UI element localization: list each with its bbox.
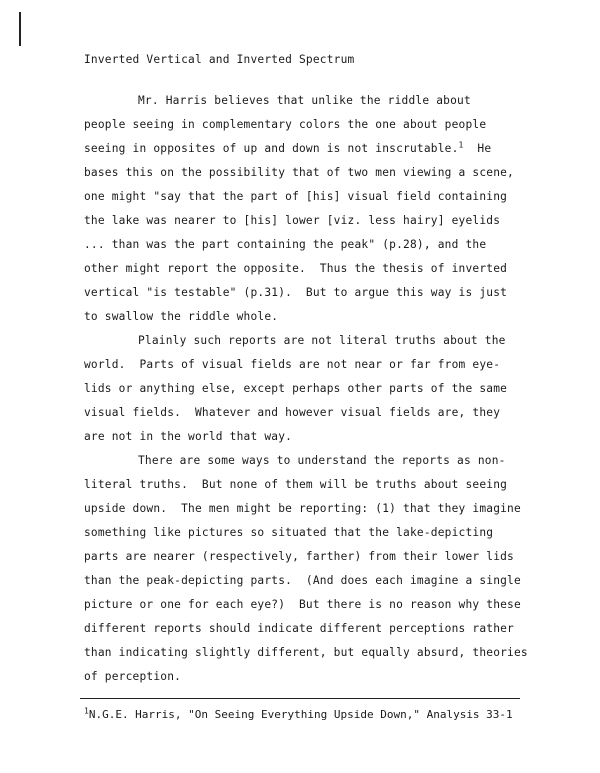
text-line: bases this on the possibility that of two men viewing a scene,: [84, 166, 514, 179]
text-line: seeing in opposites of up and down is not inscrutable.: [84, 142, 459, 155]
text-line: There are some ways to understand the reports as non-: [138, 454, 506, 467]
text-line: one might "say that the part of [his] visual field containing: [84, 190, 508, 203]
text-line: vertical "is testable" (p.31). But to argue this way is just: [84, 286, 508, 299]
text-line: the lake was nearer to [his] lower [viz. less hairy] eyelids: [84, 214, 501, 227]
text-line: to swallow the riddle whole.: [84, 310, 279, 323]
text-line: upside down. The men might be reporting: (1) that they imagine: [84, 502, 521, 515]
text-line: ... than was the part containing the peak" (p.28), and the: [84, 238, 487, 251]
text-line-tail: He: [477, 142, 492, 155]
text-line: parts are nearer (respectively, farther) from their lower lids: [84, 550, 514, 563]
text-line: people seeing in complementary colors the one about people: [84, 118, 487, 131]
text-line-with-footnote: [84, 142, 491, 155]
document-title: Inverted Vertical and Inverted Spectrum: [84, 53, 355, 66]
text-line: literal truths. But none of them will be truths about seeing: [84, 478, 508, 491]
text-line: other might report the opposite. Thus the thesis of inverted: [84, 262, 508, 275]
text-line: world. Parts of visual fields are not near or far from eye-: [84, 358, 501, 371]
footnote-reference: 1: [458, 140, 464, 150]
text-line: than indicating slightly different, but equally absurd, theories: [84, 646, 528, 659]
text-line: visual fields. Whatever and however visual fields are, they: [84, 406, 501, 419]
text-line: Mr. Harris believes that unlike the riddle about: [138, 94, 471, 107]
text-line: picture or one for each eye?) But there is no reason why these: [84, 598, 521, 611]
text-line: something like pictures so situated that the lake-depicting: [84, 526, 494, 539]
footnote: [84, 708, 513, 721]
text-line: Plainly such reports are not literal truths about the: [138, 334, 506, 347]
margin-mark: [19, 12, 21, 46]
text-line: different reports should indicate different perceptions rather: [84, 622, 514, 635]
footnote-marker: 1: [84, 706, 89, 716]
footnote-rule: [80, 698, 520, 699]
text-line: lids or anything else, except perhaps other parts of the same: [84, 382, 508, 395]
footnote-text: N.G.E. Harris, "On Seeing Everything Upside Down," Analysis 33-1: [88, 708, 513, 721]
text-line: of perception.: [84, 670, 182, 683]
text-line: than the peak-depicting parts. (And does each imagine a single: [84, 574, 521, 587]
text-line: are not in the world that way.: [84, 430, 293, 443]
